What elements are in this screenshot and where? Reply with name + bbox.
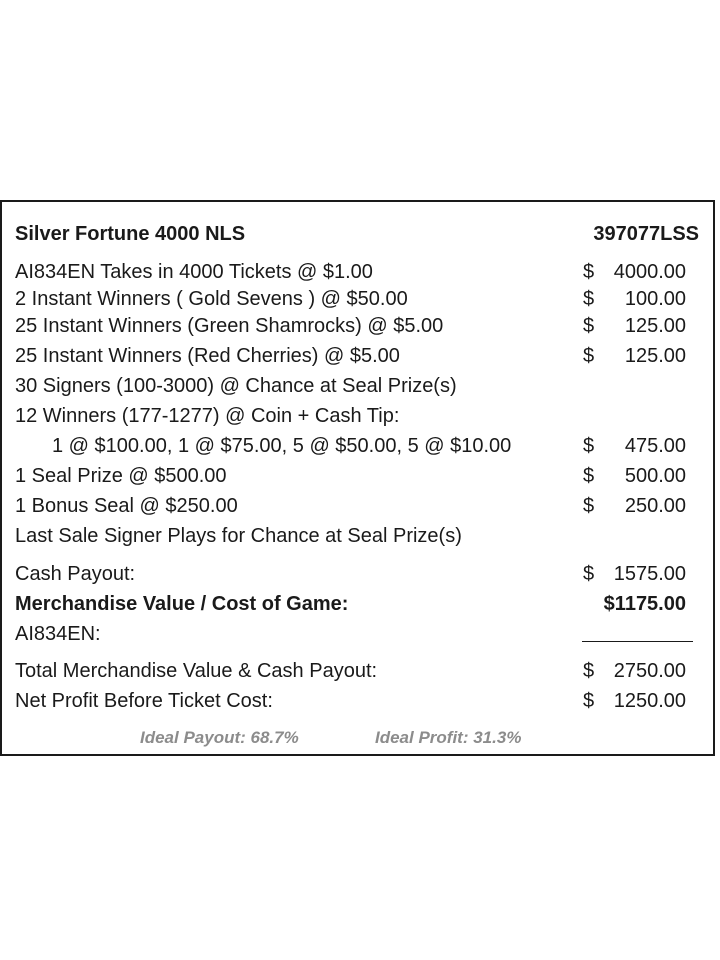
row-dollar-sign: $	[583, 465, 595, 487]
detail-row	[0, 284, 715, 314]
row-label: 25 Instant Winners (Green Shamrocks) @ $5.00	[15, 315, 444, 337]
row-amount: 475.00	[624, 435, 686, 457]
merchandise-amount: $1175.00	[603, 593, 686, 615]
game-title: Silver Fortune 4000 NLS	[15, 223, 246, 245]
game-code: 397077LSS	[593, 223, 699, 245]
detail-row	[0, 257, 715, 287]
blank-underline	[582, 641, 693, 642]
ai-code-label: AI834EN:	[15, 623, 101, 645]
ai-code-row	[0, 619, 715, 649]
row-dollar-sign: $	[583, 288, 595, 310]
cash-payout-row	[0, 559, 715, 589]
row-label: 25 Instant Winners (Red Cherries) @ $5.00	[15, 345, 400, 367]
ideal-payout: Ideal Payout: 68.7%	[140, 728, 299, 747]
net-profit-amount: 1250.00	[613, 690, 686, 712]
total-dollar-sign: $	[583, 660, 595, 682]
row-label: 2 Instant Winners ( Gold Sevens ) @ $50.00	[15, 288, 408, 310]
row-label: 1 Bonus Seal @ $250.00	[15, 495, 238, 517]
row-amount: 4000.00	[613, 261, 686, 283]
cash-payout-dollar-sign: $	[583, 563, 595, 585]
detail-row	[0, 461, 715, 491]
detail-row	[0, 311, 715, 341]
total-label: Total Merchandise Value & Cash Payout:	[15, 660, 378, 682]
row-amount: 125.00	[624, 315, 686, 337]
net-profit-dollar-sign: $	[583, 690, 595, 712]
row-label: AI834EN Takes in 4000 Tickets @ $1.00	[15, 261, 373, 283]
detail-row	[0, 341, 715, 371]
row-label: Last Sale Signer Plays for Chance at Seal Prize(s)	[15, 525, 462, 547]
game-header	[0, 219, 715, 249]
detail-row	[0, 371, 715, 401]
row-label: 30 Signers (100-3000) @ Chance at Seal Prize(s)	[15, 375, 457, 397]
row-dollar-sign: $	[583, 261, 595, 283]
row-dollar-sign: $	[583, 345, 595, 367]
row-dollar-sign: $	[583, 315, 595, 337]
row-amount: 250.00	[624, 495, 686, 517]
row-amount: 100.00	[624, 288, 686, 310]
detail-row	[0, 431, 715, 461]
row-label: 12 Winners (177-1277) @ Coin + Cash Tip:	[15, 405, 400, 427]
row-amount: 500.00	[624, 465, 686, 487]
net-profit-row	[0, 686, 715, 716]
row-amount: 125.00	[624, 345, 686, 367]
row-label: 1 @ $100.00, 1 @ $75.00, 5 @ $50.00, 5 @ $10.00	[52, 435, 512, 457]
detail-row	[0, 491, 715, 521]
total-row	[0, 656, 715, 686]
merchandise-row	[0, 589, 715, 619]
ideal-profit: Ideal Profit: 31.3%	[375, 728, 522, 747]
cash-payout-label: Cash Payout:	[15, 563, 136, 585]
merchandise-label: Merchandise Value / Cost of Game:	[15, 593, 349, 615]
total-amount: 2750.00	[613, 660, 686, 682]
row-dollar-sign: $	[583, 435, 595, 457]
net-profit-label: Net Profit Before Ticket Cost:	[15, 690, 273, 712]
cash-payout-amount: 1575.00	[613, 563, 686, 585]
row-label: 1 Seal Prize @ $500.00	[15, 465, 227, 487]
row-dollar-sign: $	[583, 495, 595, 517]
detail-row	[0, 521, 715, 551]
detail-row	[0, 401, 715, 431]
